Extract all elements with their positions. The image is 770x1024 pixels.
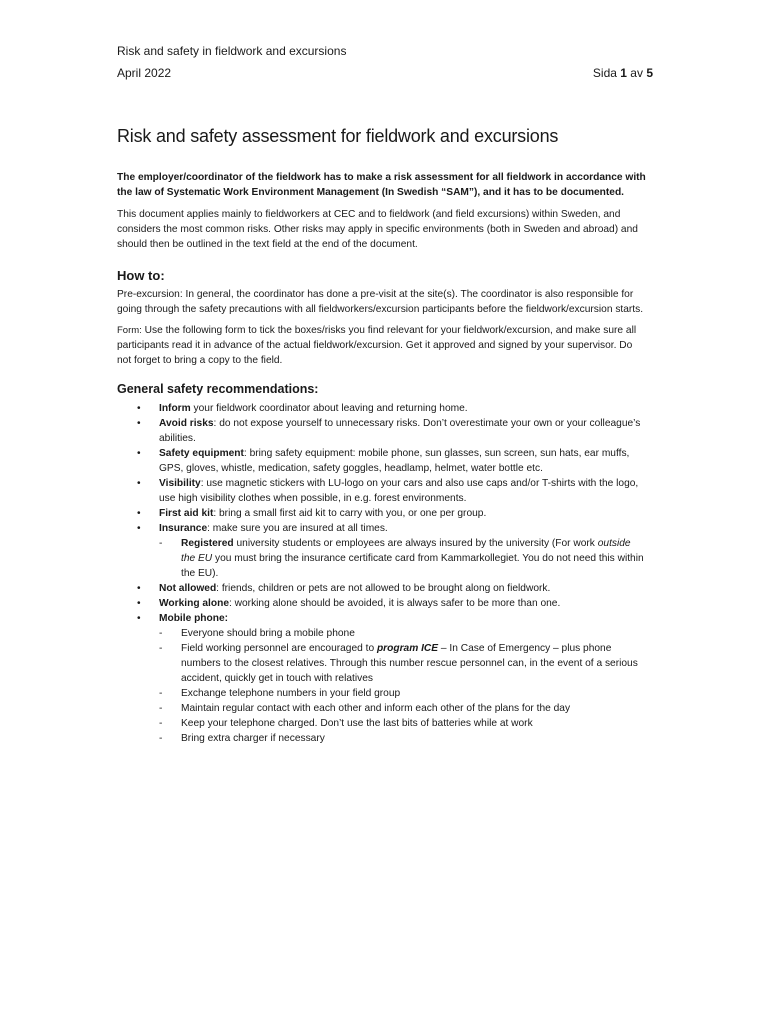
term-visibility: Visibility xyxy=(159,478,201,489)
document-body xyxy=(117,170,647,746)
text-outside-eu: outside the EU xyxy=(181,538,631,564)
list-item-not-allowed xyxy=(117,581,647,596)
text-ice-pre: Field working personnel are encouraged to xyxy=(181,643,377,654)
text-inform: your fieldwork coordinator about leaving and returning home. xyxy=(190,403,468,414)
term-inform: Inform xyxy=(159,403,191,414)
page-prefix: Sida xyxy=(592,66,621,80)
text-avoid-risks: : do not expose yourself to unnecessary risks. Don’t overestimate your own or your colleague’s abilities. xyxy=(159,418,641,444)
term-working-alone: Working alone xyxy=(159,598,229,609)
list-item-first-aid xyxy=(117,506,647,521)
recommendations-list xyxy=(117,401,647,746)
sublist-item-mobile-1: - Everyone should bring a mobile phone xyxy=(159,626,647,641)
page-total: 5 xyxy=(646,66,653,80)
text-safety-equipment: : bring safety equipment: mobile phone, sun glasses, sun screen, sun hats, ear muffs, GPS, gloves, whistle, medication, safety goggles, headlamp, helmet, water bottle etc. xyxy=(159,448,630,474)
header-page-number xyxy=(593,66,653,80)
list-item-safety-equipment xyxy=(117,446,647,476)
list-item-inform xyxy=(117,401,647,416)
text-registered-1: university students or employees are always insured by the university (For work xyxy=(233,538,598,549)
sublist-item-mobile-4: - Maintain regular contact with each other and inform each other of the plans for the day xyxy=(159,701,647,716)
general-heading: General safety recommendations: xyxy=(117,382,319,396)
howto-heading: How to: xyxy=(117,268,165,283)
text-first-aid: : bring a small first aid kit to carry with you, or one per group. xyxy=(213,508,487,519)
sublist-item-mobile-2 xyxy=(159,641,647,686)
list-item-visibility xyxy=(117,476,647,506)
sublist-item-mobile-3: - Exchange telephone numbers in your field group xyxy=(159,686,647,701)
term-mobile-phone: Mobile phone: xyxy=(159,613,229,624)
sublist-item-mobile-6: - Bring extra charger if necessary xyxy=(159,731,647,746)
term-not-allowed: Not allowed xyxy=(159,583,217,594)
form-paragraph xyxy=(117,323,647,368)
text-ice-post: – In Case of Emergency – plus phone numbers to the closest relatives. Through this number rescue personnel can, in the event of a serious accident, quickly get in touch with relatives xyxy=(181,643,638,684)
form-text: Use the following form to tick the boxes/risks you find relevant for your fieldwork/excursion, and make sure all participants read it in advance of the actual fieldwork/excursion. Get it approved and signed by your supervisor. Do not forget to bring a copy to the field. xyxy=(117,325,637,366)
document-title: Risk and safety assessment for fieldwork and excursions xyxy=(117,126,559,146)
intro-paragraph: This document applies mainly to fieldworkers at CEC and to fieldwork (and field excursions) within Sweden, and considers the most common risks. Other risks may apply in specific environments (both in Sweden and abroad) and should then be outlined in the text field at the end of the document. xyxy=(117,209,638,250)
insurance-sublist xyxy=(159,536,647,581)
list-item-mobile-phone xyxy=(117,611,647,746)
list-item-insurance xyxy=(117,521,647,581)
sublist-item-mobile-5: - Keep your telephone charged. Don’t use the last bits of batteries while at work xyxy=(159,716,647,731)
text-not-allowed: : friends, children or pets are not allowed to be brought along on fieldwork. xyxy=(216,583,551,594)
intro-bold-paragraph: The employer/coordinator of the fieldwork has to make a risk assessment for all fieldwork in accordance with the law of Systematic Work Environment Management (In Swedish “SAM”), and it has to be documented. xyxy=(117,172,646,198)
term-insurance: Insurance xyxy=(159,523,208,534)
form-label: Form: xyxy=(117,325,142,336)
list-item-avoid-risks xyxy=(117,416,647,446)
page-separator: av xyxy=(626,66,647,80)
header-date: April 2022 xyxy=(117,66,172,80)
header-title: Risk and safety in fieldwork and excursions xyxy=(117,44,347,58)
text-visibility: : use magnetic stickers with LU-logo on your cars and also use caps and/or T-shirts with the logo, use high visibility clothes when possible, in e.g. forest environments. xyxy=(159,478,639,504)
page-current: 1 xyxy=(620,66,627,80)
mobile-sublist xyxy=(159,626,647,746)
term-first-aid: First aid kit xyxy=(159,508,214,519)
sublist-item-registered xyxy=(159,536,647,581)
text-registered-2: you must bring the insurance certificate card from Kammarkollegiet. You do not need this within the EU). xyxy=(181,553,644,579)
term-safety-equipment: Safety equipment xyxy=(159,448,244,459)
text-program-ice: program ICE xyxy=(376,643,439,654)
list-item-working-alone xyxy=(117,596,647,611)
pre-excursion-paragraph: Pre-excursion: In general, the coordinator has done a pre-visit at the site(s). The coordinator is also responsible for going through the safety precautions with all fieldworkers/excursion participants before the fieldwork/excursion starts. xyxy=(117,289,644,315)
term-registered: Registered xyxy=(181,538,234,549)
text-insurance: : make sure you are insured at all times. xyxy=(207,523,388,534)
text-working-alone: : working alone should be avoided, it is always safer to be more than one. xyxy=(229,598,561,609)
term-avoid-risks: Avoid risks xyxy=(159,418,214,429)
